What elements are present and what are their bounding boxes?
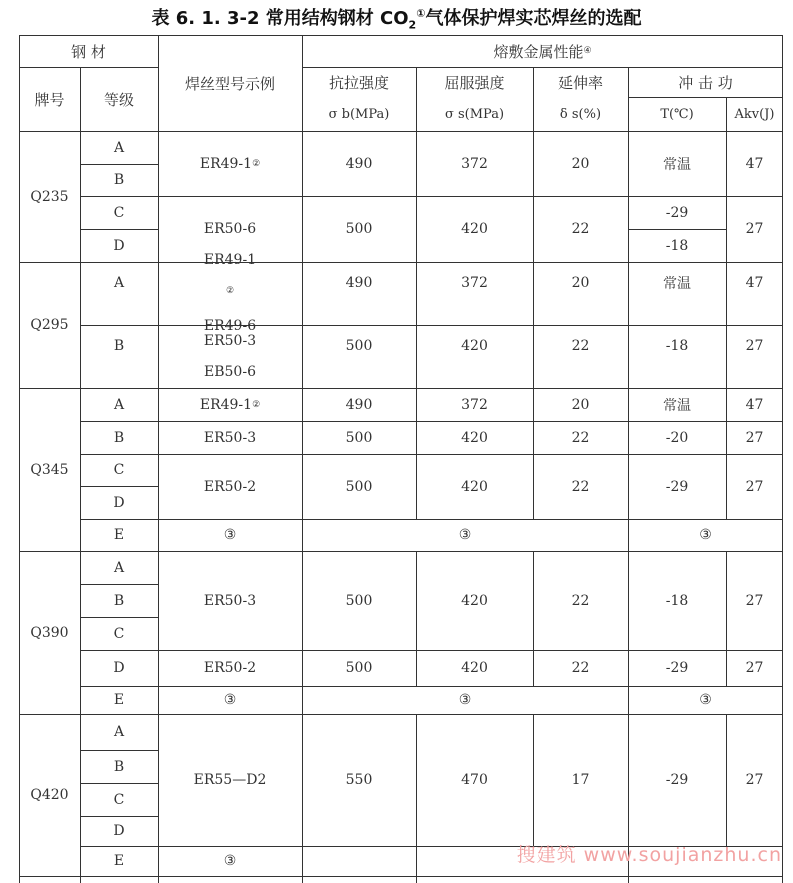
yield-cell: 372	[461, 396, 488, 413]
yield-cell: 372	[461, 275, 488, 291]
elongation-cell: 22	[571, 429, 590, 446]
level-cell: B	[113, 429, 125, 446]
level-cell: A	[113, 559, 125, 576]
header-steel: 钢 材	[71, 42, 106, 61]
temperature-cell: 常温	[663, 156, 691, 173]
tensile-cell: 490	[345, 275, 373, 291]
level-cell: A	[113, 275, 125, 291]
level-cell: A	[113, 724, 125, 740]
header-grade-level: 等级	[103, 90, 134, 109]
yield-cell: 372	[461, 155, 488, 172]
level-cell: B	[113, 758, 125, 775]
tensile-cell: 500	[345, 478, 373, 495]
level-cell: D	[113, 237, 125, 254]
tensile-cell: 550	[345, 772, 373, 788]
level-cell: E	[113, 527, 125, 543]
header-elongation: 延伸率 δ s(%)	[557, 74, 603, 122]
akv-cell: 47	[745, 396, 764, 413]
elongation-cell: 22	[571, 478, 590, 495]
header-wire-model: 焊丝型号示例	[184, 74, 275, 93]
temperature-cell: -29	[665, 660, 689, 676]
grade-q295: Q295	[30, 317, 69, 333]
grade-q420: Q420	[30, 787, 69, 803]
properties-note-cell: ③	[458, 527, 472, 543]
level-cell: B	[113, 592, 125, 609]
watermark: 搜建筑 www.soujianzhu.cn	[516, 843, 782, 866]
elongation-cell: 20	[571, 396, 590, 413]
level-cell: D	[113, 660, 125, 676]
akv-cell: 47	[745, 155, 764, 172]
wire-model-cell: ER50-6	[203, 221, 257, 237]
properties-note-cell: ③	[458, 692, 472, 708]
tensile-cell: 500	[345, 338, 373, 354]
elongation-cell: 22	[571, 338, 590, 354]
temperature-cell: -18	[665, 237, 689, 254]
header-akv: Akv(J)	[734, 106, 775, 122]
akv-cell: 27	[745, 772, 764, 788]
tensile-cell: 490	[345, 396, 373, 413]
temperature-cell: -29	[665, 772, 689, 788]
wire-model-cell: ER50-2	[203, 478, 257, 495]
level-cell: E	[113, 692, 125, 708]
level-cell: A	[113, 139, 125, 156]
elongation-cell: 17	[571, 772, 590, 788]
yield-cell: 420	[461, 429, 488, 446]
wire-model-cell: ER49-1 ② ER49-6	[203, 252, 257, 334]
wire-model-cell: ③	[223, 692, 237, 708]
impact-note-cell: ③	[699, 527, 712, 543]
temperature-cell: 常温	[663, 276, 691, 292]
akv-cell: 27	[745, 660, 764, 676]
yield-cell: 470	[461, 772, 488, 788]
akv-cell: 27	[745, 338, 764, 354]
level-cell: C	[113, 791, 125, 808]
grade-q235: Q235	[30, 188, 69, 205]
elongation-cell: 22	[571, 221, 590, 237]
tensile-cell: 500	[345, 221, 373, 237]
yield-cell: 420	[461, 221, 488, 237]
yield-cell: 420	[461, 660, 488, 676]
header-tensile: 抗拉强度 σ b(MPa)	[328, 74, 390, 122]
level-cell: B	[113, 338, 125, 354]
header-deposited-properties: 熔敷金属性能 ④	[493, 42, 592, 61]
grade-q345: Q345	[30, 461, 69, 478]
level-cell: C	[113, 625, 125, 642]
wire-model-cell: ER50-3 EB50-6	[203, 332, 257, 380]
wire-model-cell: ER49-1 ②	[199, 155, 261, 172]
wire-model-cell: ER49-1 ②	[199, 396, 261, 413]
elongation-cell: 20	[571, 275, 590, 291]
level-cell: A	[113, 396, 125, 413]
header-yield: 屈服强度 σ s(MPa)	[444, 74, 505, 122]
level-cell: D	[113, 823, 125, 839]
wire-model-cell: ER55—D2	[193, 772, 267, 788]
level-cell: C	[113, 462, 125, 478]
level-cell: C	[113, 204, 125, 221]
temperature-cell: -20	[665, 429, 689, 446]
temperature-cell: 常温	[663, 397, 691, 414]
table-title: 表 6. 1. 3-2 常用结构钢材 $CO_2^①$气体保护焊实芯焊丝的选配	[151, 7, 642, 32]
wire-model-cell: ③	[223, 853, 237, 869]
grade-q390: Q390	[30, 624, 69, 641]
header-impact: 冲 击 功	[678, 73, 733, 92]
tensile-cell: 490	[345, 155, 373, 172]
akv-cell: 27	[745, 221, 764, 237]
temperature-cell: -29	[665, 204, 689, 221]
tensile-cell: 500	[345, 429, 373, 446]
wire-model-cell: ER50-3	[203, 429, 257, 446]
temperature-cell: -18	[665, 338, 689, 354]
elongation-cell: 22	[571, 660, 590, 676]
wire-model-cell: ER50-3	[203, 592, 257, 609]
yield-cell: 420	[461, 478, 488, 495]
akv-cell: 27	[745, 478, 764, 495]
level-cell: E	[113, 853, 125, 869]
elongation-cell: 22	[571, 592, 590, 609]
tensile-cell: 500	[345, 592, 373, 609]
header-grade-no: 牌号	[34, 90, 65, 109]
yield-cell: 420	[461, 592, 488, 609]
akv-cell: 27	[745, 592, 764, 609]
wire-model-cell: ER50-2	[203, 660, 257, 676]
akv-cell: 27	[745, 429, 764, 446]
level-cell: D	[113, 494, 125, 511]
wire-model-cell: ③	[223, 527, 237, 543]
header-temperature: T(℃)	[660, 106, 694, 122]
akv-cell: 47	[745, 275, 764, 291]
temperature-cell: -18	[665, 592, 689, 609]
yield-cell: 420	[461, 338, 488, 354]
level-cell: B	[113, 172, 125, 188]
tensile-cell: 500	[345, 660, 373, 676]
elongation-cell: 20	[571, 155, 590, 172]
impact-note-cell: ③	[699, 692, 712, 708]
temperature-cell: -29	[665, 478, 689, 495]
